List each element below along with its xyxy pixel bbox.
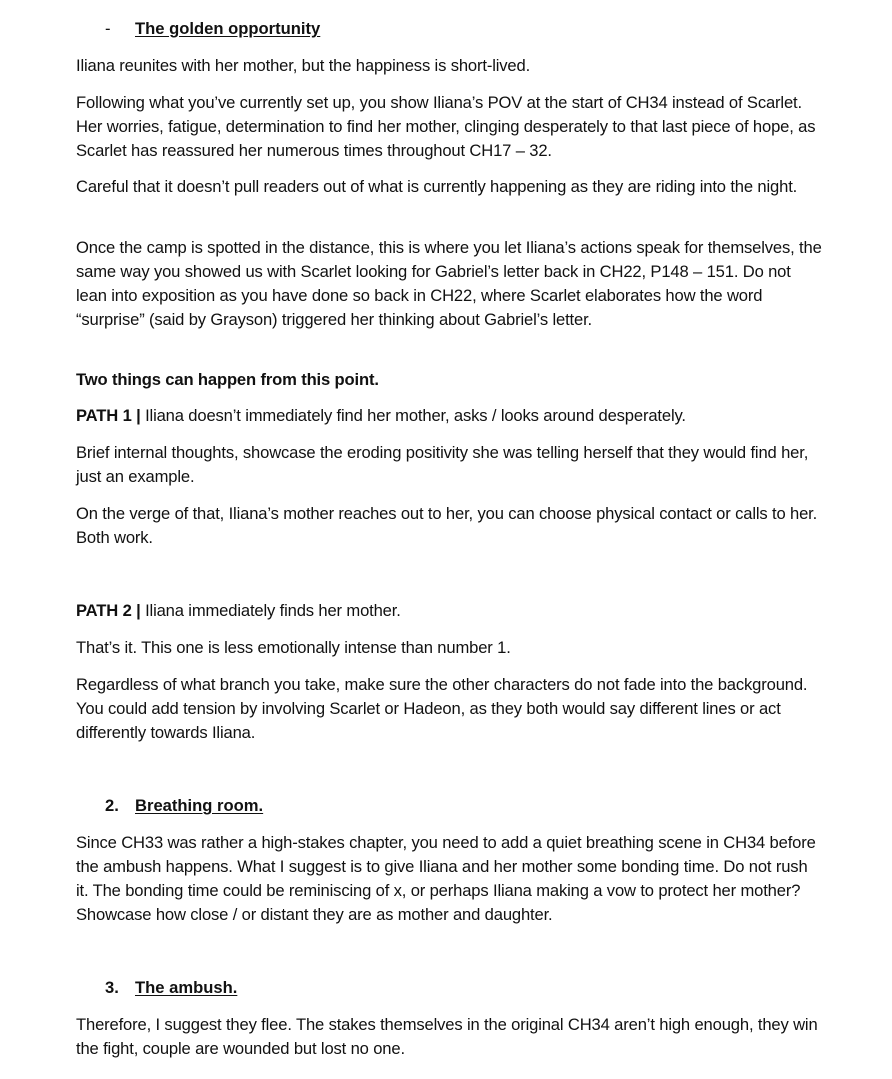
path-label: PATH 1 |: [76, 406, 141, 425]
list-number: 3.: [105, 978, 119, 997]
paragraph: Careful that it doesn’t pull readers out of what is currently happening as they are riding into the night.: [76, 177, 798, 196]
paragraph: Following what you’ve currently set up, you show Iliana’s POV at the start of CH34 instead of Scarlet. Her worries, fatigue, determination to find her mother, clinging desperately to that last piece of hope, as Scarlet has reassured her numerous times throughout CH17 – 32.: [76, 93, 816, 160]
paragraph: Regardless of what branch you take, make sure the other characters do not fade into the background. You could add tension by involving Scarlet or Hadeon, as they both would say different lines or act differently towards Iliana.: [76, 675, 808, 742]
path-1-paragraph: [76, 404, 824, 428]
list-bullet: -: [105, 19, 111, 38]
paragraph: Once the camp is spotted in the distance, this is where you let Iliana’s actions speak for themselves, the same way you showed us with Scarlet looking for Gabriel’s letter back in CH22, P148 – 151. Do not lean into exposition as you have done so back in CH22, where Scarlet elaborates how the word “surprise” (said by Grayson) triggered her thinking about Gabriel’s letter.: [76, 238, 822, 329]
section-title: Breathing room.: [135, 796, 264, 815]
paragraph: Brief internal thoughts, showcase the eroding positivity she was telling herself that they would find her, just an example.: [76, 443, 809, 486]
paragraph: That’s it. This one is less emotionally intense than number 1.: [76, 638, 511, 657]
list-number: 2.: [105, 796, 119, 815]
section-title: The golden opportunity: [135, 19, 321, 38]
path-label: PATH 2 |: [76, 601, 141, 620]
paragraph: On the verge of that, Iliana’s mother reaches out to her, you can choose physical contact or calls to her. Both work.: [76, 504, 818, 547]
path-text: Iliana immediately finds her mother.: [140, 601, 401, 620]
paragraph: Since CH33 was rather a high-stakes chapter, you need to add a quiet breathing scene in CH34 before the ambush happens. What I suggest is to give Iliana and her mother some bonding time. Do not rush it. The bonding time could be reminiscing of x, or perhaps Iliana making a vow to protect her mother? Showcase how close / or distant they are as mother and daughter.: [76, 833, 816, 924]
paragraph: Iliana reunites with her mother, but the happiness is short-lived.: [76, 56, 531, 75]
paragraph: Therefore, I suggest they flee. The stakes themselves in the original CH34 aren’t high enough, they win the fight, couple are wounded but lost no one.: [76, 1015, 818, 1058]
section-title: The ambush.: [135, 978, 238, 997]
path-2-paragraph: [76, 599, 824, 623]
paragraph-bold: Two things can happen from this point.: [76, 370, 379, 389]
path-text: Iliana doesn’t immediately find her mother, asks / looks around desperately.: [140, 406, 686, 425]
